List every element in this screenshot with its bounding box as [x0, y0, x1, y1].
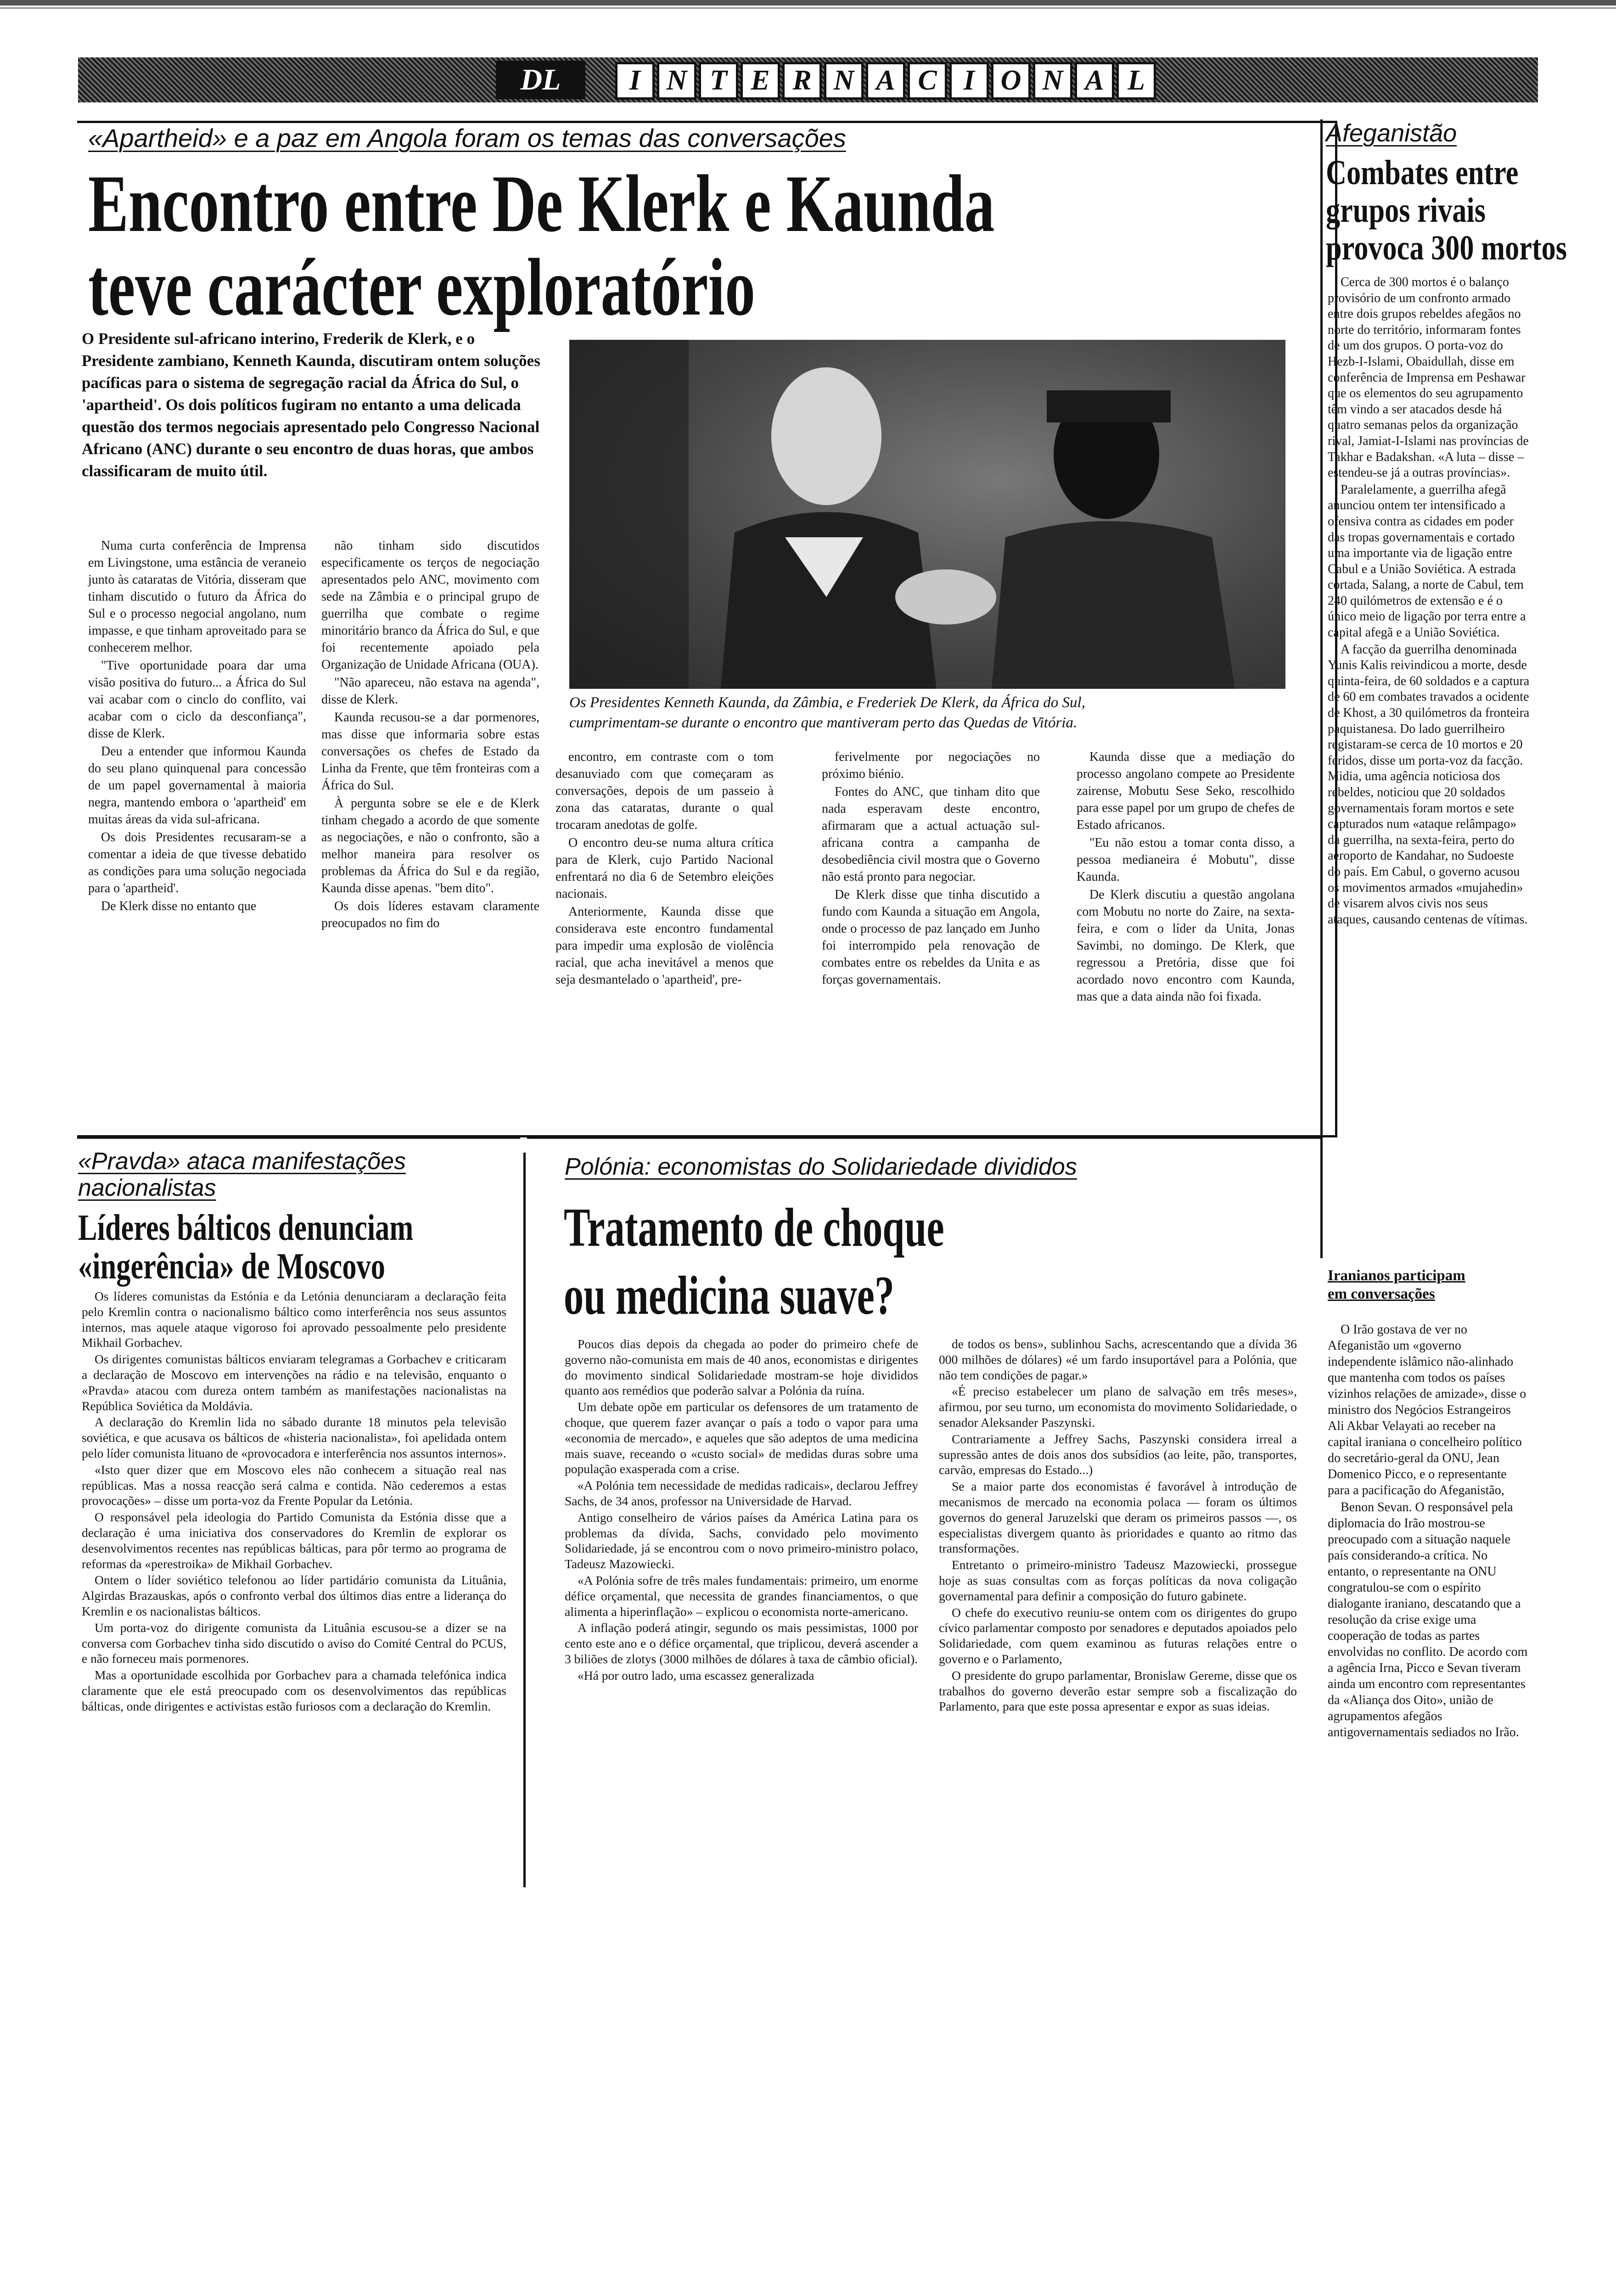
paragraph: O encontro deu-se numa altura crítica para de Klerk, cujo Partido Nacional enfrentará no dia 6 de Setembro eleições nacionais. [556, 836, 774, 901]
paragraph: Fontes do ANC, que tinham dito que nada esperavam deste encontro, afirmaram que a actual actuação sul-africana contra a campanha de desobediência civil mostra que o Governo não está pronto para negociar. [822, 785, 1040, 884]
paragraph: Os dois líderes estavam claramente preocupados no fim do [321, 899, 539, 930]
paragraph: De Klerk disse que tinha discutido a fundo com Kaunda a situação em Angola, onde o processo de paz lançado em Junho foi interrompido pela renovação de combates entre os rebeldes da Unita e as forças governamentais. [822, 888, 1040, 987]
paragraph: À pergunta sobre se ele e de Klerk tinham chegado a acordo de que somente as negociações, e não o confronto, são a melhor maneira para resolver os problemas da África do Sul e da região, Kaunda disse apenas. "bem dito". [321, 796, 539, 895]
paragraph: A declaração do Kremlin lida no sábado durante 18 minutos pela televisão soviética, e que acusava os bálticos de «histeria nacionalista», foi apelidada ontem pelo líder comunista lituano de «provocadora e interferência nos assuntos internos». [82, 1415, 506, 1460]
masthead-letter: L [1117, 62, 1156, 100]
pravda-headline [78, 1209, 508, 1286]
photo-caption-line2: cumprimentam-se durante o encontro que mantiveram perto das Quedas de Vitória. [569, 715, 1077, 731]
masthead-letter: I [615, 62, 655, 100]
paragraph: Benon Sevan. O responsável pela diplomacia do Irão mostrou-se preocupado com a situação naquele país considerando-a crítica. No entanto, o representante na ONU congratulou-se com o espírito dialogante iraniano, descatando que a resolução da crise exige uma cooperação de todas as partes envolvidas no conflito. De acordo com a agência Irna, Picco e Sevan tiveram ainda um encontro com representantes da «Aliança dos Oito», união de agrupamentos afegãos antigovernamentais sediados no Irão. [1328, 1500, 1528, 1739]
main-headline-2: teve carácter exploratório [88, 242, 756, 332]
main-lead: O Presidente sul-africano interino, Frederik de Klerk, e o Presidente zambiano, Kenneth Kaunda, discutiram ontem soluções pacíficas para o sistema de segregação racial da África do Sul, o 'apartheid'. Os dois políticos fugiram no entanto a uma delicada questão dos termos negociais apresentado pelo Congresso Nacional Africano (ANC) durante o seu encontro de duas horas, que ambos classificaram de muito útil. [82, 330, 540, 480]
polonia-headline-1: Tratamento de choque [564, 1197, 944, 1258]
masthead-letter: I [949, 62, 989, 100]
paragraph: encontro, em contraste com o tom desanuviado com que começaram as conversações, depois de um passeio à zona das cataratas, durante o qual trocaram anedotas de golfe. [556, 750, 774, 832]
handshake [895, 569, 996, 625]
paragraph: Anteriormente, Kaunda disse que considerava este encontro fundamental para impedir uma explosão de violência racial, que acha inevitável a menos que seja desmantelado o 'apartheid', pre- [556, 905, 774, 987]
polonia-kicker: Polónia: economistas do Solidariedade divididos [565, 1154, 1077, 1180]
paragraph: «Há por outro lado, uma escassez generalizada [578, 1668, 814, 1683]
masthead-logo-text: DL [520, 63, 561, 96]
paragraph: Os líderes comunistas da Estónia e da Letónia denunciaram a declaração feita pelo Kremlin contra o nacionalismo báltico como interferência nos seus assuntos internos, mas aquele ataque vigoroso foi aprovado pessoalmente pelo presidente Mikhail Gorbachev. [82, 1289, 506, 1350]
afeganistao-headline [1326, 154, 1583, 267]
paragraph: Os dois Presidentes recusaram-se a comentar a ideia de que tivesse debatido as condições para uma solução negociada para o 'apartheid'. [88, 830, 306, 895]
masthead-letter: T [699, 62, 738, 100]
paragraph: O chefe do executivo reuniu-se ontem com os dirigentes do grupo cívico parlamentar composto por senadores e deputados apoiados pelo Solidariedade, com quem examinou as futuras relações entre o governo e o Parlamento, [939, 1605, 1297, 1666]
masthead-logo [496, 61, 585, 99]
masthead-letter: A [1075, 62, 1114, 100]
polonia-column-1 [565, 1336, 918, 1684]
main-headline-1: Encontro entre De Klerk e Kaunda [88, 158, 995, 249]
top-edge [0, 0, 1616, 6]
top-edge-line [0, 7, 1616, 9]
polonia-column-2 [939, 1336, 1297, 1715]
paragraph: Numa curta conferência de Imprensa em Livingstone, uma estância de veraneio junto às cataratas de Vitória, disseram que tinham discutido o futuro da África do Sul e o processo negocial angolano, num impasse, e que tinham aproveitado para se conhecerem melhor. [88, 539, 306, 655]
main-column-4 [822, 748, 1040, 989]
paragraph: Entretanto o primeiro-ministro Tadeusz Mazowiecki, prossegue hoje as suas consultas com as forças políticas da nova coligação governamental para definir a composição do futuro gabinete. [939, 1558, 1297, 1603]
person-right-body [992, 521, 1235, 689]
iran-subheadline [1328, 1266, 1465, 1303]
pravda-kicker-1: «Pravda» ataca manifestações [78, 1148, 406, 1175]
paragraph: de todos os bens», sublinhou Sachs, acrescentando que a dívida 36 000 milhões de dólares) «é um fardo insuportável para a Polónia, que não tem condições de pagar.» [939, 1337, 1297, 1382]
pravda-divider [523, 1153, 526, 1887]
paragraph: Kaunda disse que a mediação do processo angolano compete ao Presidente zairense, Mobutu Sese Seko, rescolhido para esse papel por um grupo de chefes de Estado africanos. [1077, 750, 1295, 832]
pravda-kicker-2: nacionalistas [78, 1175, 216, 1201]
masthead-letter: A [866, 62, 905, 100]
paragraph: «A Polónia tem necessidade de medidas radicais», declarou Jeffrey Sachs, de 34 anos, professor na Universidade de Harvad. [565, 1478, 918, 1508]
afeganistao-headline-3: provoca 300 mortos [1326, 229, 1567, 267]
pravda-body [82, 1289, 506, 1715]
polonia-frame [527, 1137, 1321, 1139]
paragraph: De Klerk disse no entanto que [101, 899, 257, 913]
main-kicker: «Apartheid» e a paz em Angola foram os temas das conversações [88, 124, 846, 152]
paragraph: «Isto quer dizer que em Moscovo eles não conhecem a situação real nas repúblicas. Mas a nossa reacção será calma e contida. Não cederemos a estas provocações» – disse um porta-voz da Frente Popular da Letónia. [82, 1462, 506, 1508]
paragraph: "Eu não estou a tomar conta disso, a pessoa medianeira é Mobutu", disse Kaunda. [1077, 836, 1295, 884]
paragraph: Um debate opõe em particular os defensores de um tratamento de choque, que querem fazer avançar o país a todo o vapor para uma «economia de mercado», e aqueles que são adeptos de uma medicina mais suave, receando o «custo social» de medidas duras sobre uma população exasperada com a crise. [565, 1400, 918, 1476]
masthead-letter: O [991, 62, 1031, 100]
photo-figures [569, 340, 1285, 689]
paragraph: Deu a entender que informou Kaunda do seu plano quinquenal para concessão de um papel governamental à maioria negra, mantendo embora o 'apartheid' em muitas áreas da vida sul-africana. [88, 744, 306, 827]
masthead-letter: R [782, 62, 822, 100]
person-left-head [771, 367, 881, 505]
masthead-letter: N [1033, 62, 1072, 100]
paragraph: não tinham sido discutidos especificamente os terços de negociação apresentados pelo ANC, movimento com sede na Zâmbia e o principal grupo de guerrilha que combate o regime minoritário branco da África do Sul, e que foi recentemente apoiado pela Organização de Unidade Africana (OUA). [321, 539, 539, 672]
pravda-kicker [78, 1148, 406, 1201]
paragraph: ferivelmente por negociações no próximo biénio. [822, 750, 1040, 781]
paragraph: Antigo conselheiro de vários países da América Latina para os problemas da dívida, Sachs, convidado pelo movimento Solidariedade, já se encontrou com o novo primeiro-ministro polaco, Tadeusz Mazowiecki. [565, 1510, 918, 1571]
afeganistao-headline-2: grupos rivais [1326, 191, 1486, 230]
paragraph: A inflação poderá atingir, segundo os mais pessimistas, 1000 por cento este ano e o défice orçamental, que triplicou, deverá ascender a 3 biliões de zlotys (3000 milhões de dólares à taxa de câmbio oficial). [565, 1621, 918, 1666]
paragraph: O responsável pela ideologia do Partido Comunista da Estónia disse que a declaração é uma iniciativa dos conservadores do Kremlin de explorar os desenvolvimentos recentes nas repúblicas bálticas, para pôr termo ao programa de reformas da «perestroika» de Mikhail Gorbachev. [82, 1510, 506, 1571]
paragraph: Contrariamente a Jeffrey Sachs, Paszynski considera irreal a supressão antes de dois anos dos subsídios (ao leite, pão, transportes, carvão, empresas do Estado...) [939, 1431, 1297, 1477]
paragraph: Um porta-voz do dirigente comunista da Lituânia escusou-se a dizer se na conversa com Gorbachev tinha sido discutido o aviso do Comité Central do PCUS, e não forneceu mais pormenores. [82, 1620, 506, 1666]
paragraph: Mas a oportunidade escolhida por Gorbachev para a chamada telefónica indica claramente que ele está preocupado com os desenvolvimentos das repúblicas bálticas, onde dirigentes e activistas estão furiosos com a declaração do Kremlin. [82, 1668, 506, 1713]
paragraph: Os dirigentes comunistas bálticos enviaram telegramas a Gorbachev e criticaram a declaração de Moscovo em intervenções na rádio e na televisão, enquanto o «Pravda» atacou com dureza ontem também as manifestações nacionalistas na República Soviética da Moldávia. [82, 1352, 506, 1413]
pravda-headline-2: «ingerência» de Moscovo [78, 1246, 385, 1287]
paragraph: «A Polónia sofre de três males fundamentais: primeiro, um enorme défice orçamental, que necessita de grandes financiamentos, o que alimenta a hiperinflação» – explicou o economista norte-americano. [565, 1573, 918, 1619]
afeganistao-kicker: Afeganistão [1326, 119, 1457, 147]
paragraph: «É preciso estabelecer um plano de salvação em três meses», afirmou, por seu turno, um economista do movimento Solidariedade, o senador Aleksander Paszynski. [939, 1384, 1297, 1429]
main-photo [569, 340, 1285, 689]
paragraph: De Klerk discutiu a questão angolana com Mobutu no norte do Zaire, na sexta-feira, e com o líder da Unita, Jonas Savimbi, no domingo. De Klerk, que regressou a Pretória, disse que foi acordado novo encontro com Kaunda, mas que a data ainda não foi fixada. [1077, 888, 1295, 1004]
paragraph: Kaunda recusou-se a dar pormenores, mas disse que informaria sobre estas conversações os chefes de Estado da Linha da Frente, que têm fronteiras com a África do Sul. [321, 710, 539, 793]
masthead-letter: N [657, 62, 696, 100]
iran-subheadline-2: em conversações [1328, 1286, 1435, 1302]
paragraph: Poucos dias depois da chegada ao poder do primeiro chefe de governo não-comunista em mais de 40 anos, economistas e dirigentes do movimento sindical Solidariedade mostram-se hoje divididos quanto aos remédios que poderão salvar a Polónia da ruína. [565, 1337, 918, 1398]
main-column-3 [556, 748, 774, 989]
main-column-2 [321, 537, 539, 933]
polonia-headline-2: ou medicina suave? [564, 1265, 895, 1326]
paragraph: "Tive oportunidade poara dar uma visão positiva do futuro... a África do Sul vai acabar com o cinclo do conflito, vai acabar com o ciclo da desconfiança", disse de Klerk. [88, 658, 306, 741]
paragraph: Ontem o líder soviético telefonou ao líder partidário comunista da Lituânia, Algirdas Brazauskas, após o confronto verbal dos últimos dias entre a liderança do Kremlin e os nacionalistas bálticos. [82, 1573, 506, 1618]
paragraph: O presidente do grupo parlamentar, Bronislaw Gereme, disse que os trabalhos do governo deverão estar sempre sob a fiscalização do Parlamento, para que este possa apresentar e expor as suas ideias. [939, 1668, 1297, 1714]
photo-caption-line1: Os Presidentes Kenneth Kaunda, da Zâmbia, e Frederiek De Klerk, da África do Sul, [569, 694, 1085, 711]
paragraph: O Irão gostava de ver no Afeganistão um «governo independente islâmico não-alinhado que mantenha com todos os países vizinhos relações de amizade», disse o ministro dos Negócios Estrangeiros Ali Akbar Velayati ao receber na capital iraniana o concelheiro político do secretário-geral da ONU, Jean Domenico Picco, e o representante para a pacificação do Afeganistão, [1328, 1322, 1526, 1497]
main-column-1 [88, 537, 306, 916]
afeganistao-body [1328, 275, 1530, 929]
sidebar-rule [1320, 119, 1323, 1258]
photo-caption [569, 692, 1285, 733]
masthead-letter: N [824, 62, 864, 100]
main-column-5 [1077, 748, 1295, 1006]
paragraph: Paralelamente, a guerrilha afegã anunciou ontem ter intensificado a ofensiva contra as cidades em poder das tropas governamentais e cortado uma importante via de ligação entre Cabul e a União Soviética. A estrada cortada, Salang, a norte de Cabul, tem 240 quilómetros de extensão e é o único meio de ligação por terra entre a capital afegã e a União Soviética. [1328, 482, 1526, 640]
paragraph: "Não apareceu, não estava na agenda", disse de Klerk. [321, 675, 539, 707]
afeganistao-headline-1: Combates entre [1326, 153, 1519, 192]
masthead-letter: C [908, 62, 947, 100]
paragraph: Se a maior parte dos economistas é favorável à introdução de mecanismos de mercado na economia polaca — foram os últimos governos do general Jaruzelski que deram os primeiros passos —, os especialistas divergem quanto às prioridades e quanto ao ritmo das transformações. [939, 1479, 1297, 1556]
iran-body [1328, 1322, 1530, 1741]
pravda-headline-1: Líderes bálticos denunciam [78, 1208, 414, 1248]
masthead-letter: E [741, 62, 780, 100]
paragraph: A facção da guerrilha denominada Yunis Kalis reivindicou a morte, desde quinta-feira, de 60 soldados e a captura de 60 em combates travados a ocidente de Khost, a 30 quilómetros da fronteira paquistanesa. Do lado guerrilheiro registaram-se cerca de 10 mortos e 20 feridos, disse um porta-voz da facção. Midia, uma agência noticiosa dos rebeldes, noticiou que 20 soldados governamentais foram mortos e sete capturados num «ataque relâmpago» da guerrilha, na sexta-feira, perto do aeroporto de Kandahar, no Sudoeste do país. Em Cabul, o governo acusou os movimentos armados «mujahedin» de visarem alvos civis nos seus ataques, causando centenas de vítimas. [1328, 642, 1530, 927]
paragraph: Cerca de 300 mortos é o balanço provisório de um confronto armado entre dois grupos rebeldes afegãos no norte do território, informaram fontes de um dos grupos. O porta-voz do Hezb-I-Islami, Obaidullah, disse em conferência de Imprensa em Peshawar que os elementos do seu agrupamento têm vindo a ser atacados desde há quatro semanas pelos da organização rival, Jamiat-I-Islami nas províncias de Takhar e Badakshan. «A luta – disse – estendeu-se já a outras províncias». [1328, 275, 1529, 480]
iran-subheadline-1: Iranianos participam [1328, 1267, 1465, 1284]
